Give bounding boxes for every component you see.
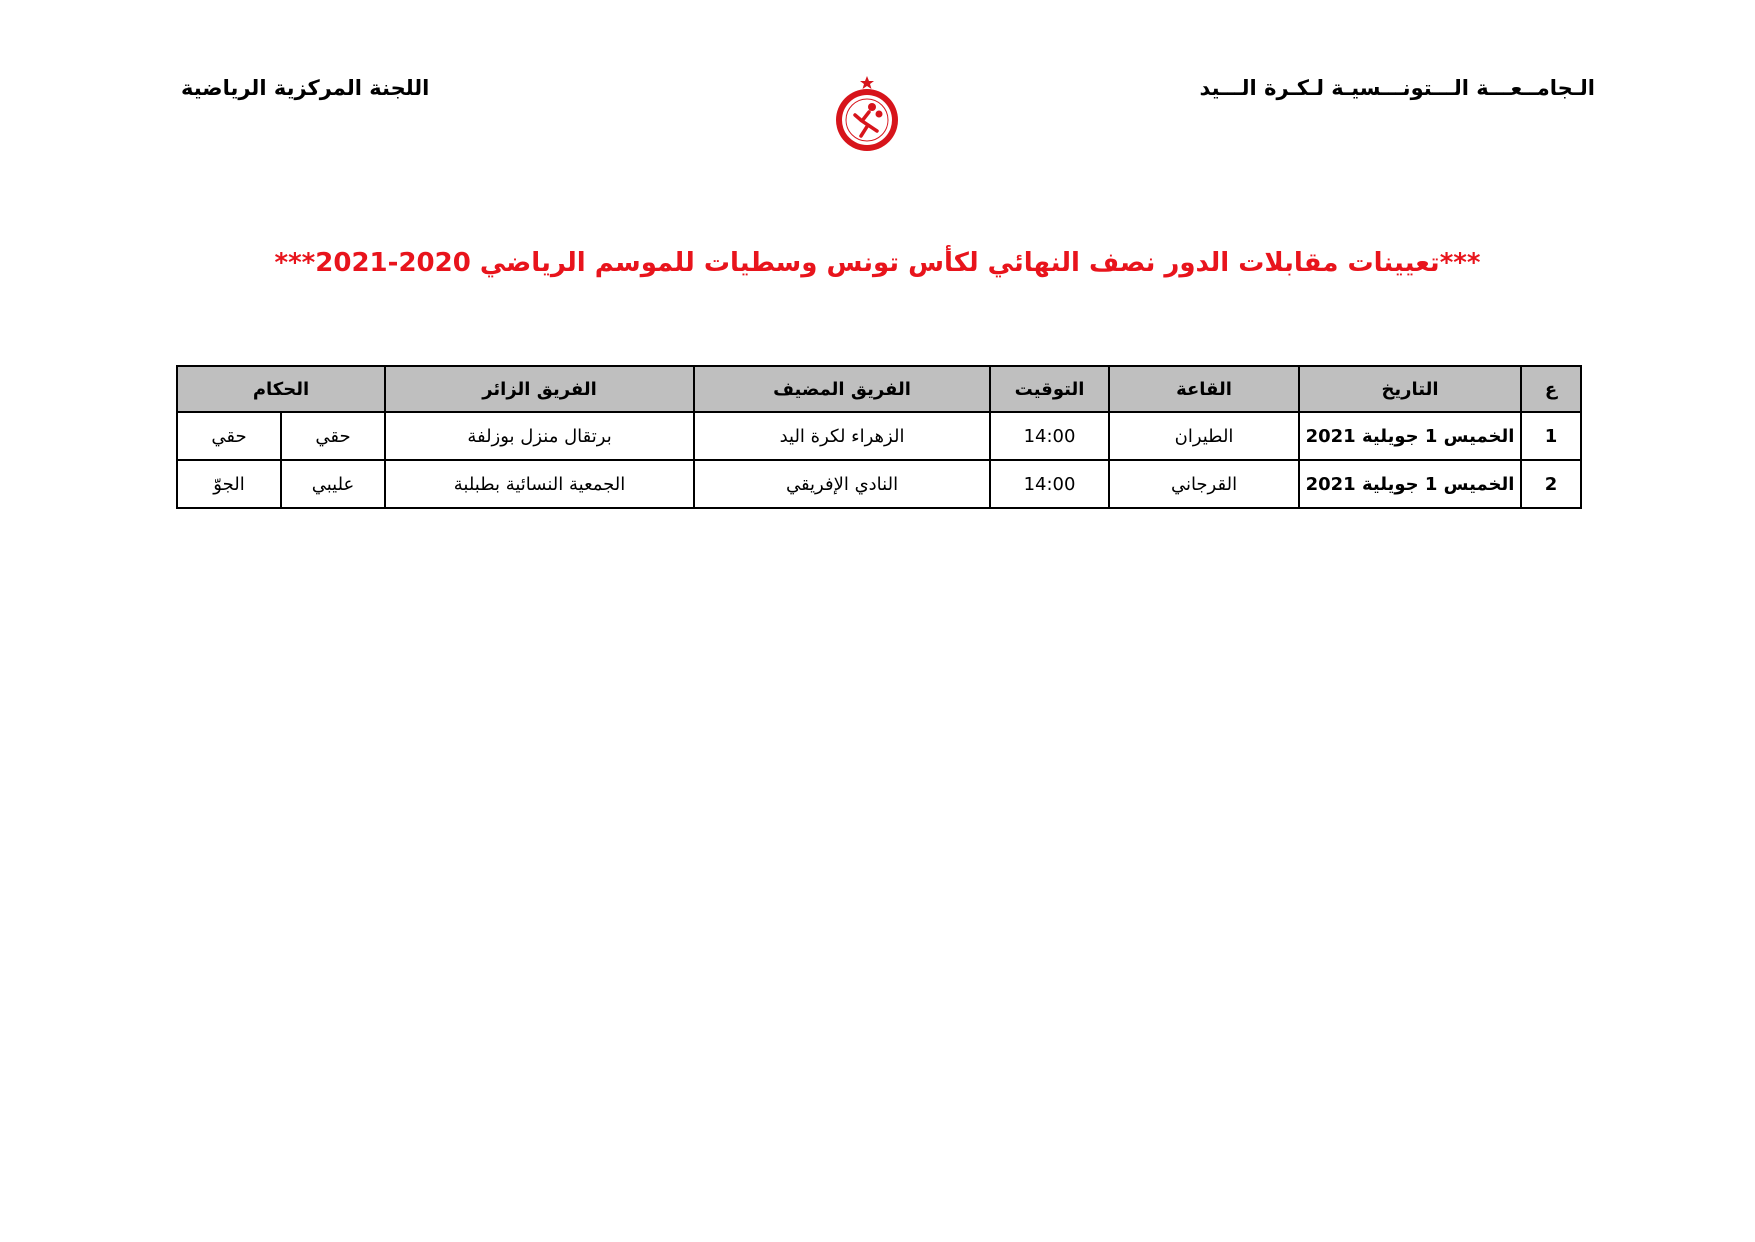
row-hall: القرجاني [1109, 460, 1299, 508]
row-referee-2: الجوّ [177, 460, 281, 508]
row-number: 1 [1521, 412, 1581, 460]
row-home-team: الزهراء لكرة اليد [694, 412, 990, 460]
committee-name: اللجنة المركزية الرياضية [181, 76, 430, 100]
header-home-team: الفريق المضيف [694, 366, 990, 412]
table-header-row [177, 366, 1581, 412]
table-row [177, 460, 1581, 508]
page-title: ***تعيينات مقابلات الدور نصف النهائي لكأس تونس وسطيات للموسم الرياضي 2020-2021*** [274, 248, 1481, 278]
header-number: ع [1521, 366, 1581, 412]
row-referee-1: حقي [281, 412, 385, 460]
row-hall: الطيران [1109, 412, 1299, 460]
row-home-team: النادي الإفريقي [694, 460, 990, 508]
federation-name: الـجامــعـــة الـــتونـــسيـة لـكـرة الـــيد [1199, 76, 1595, 100]
table-row [177, 412, 1581, 460]
row-date: الخميس 1 جويلية 2021 [1299, 412, 1521, 460]
row-away-team: الجمعية النسائية بطبلبة [385, 460, 694, 508]
star-icon [860, 76, 874, 89]
header-time: التوقيت [990, 366, 1109, 412]
assignments-table [176, 365, 1582, 509]
row-number: 2 [1521, 460, 1581, 508]
row-date: الخميس 1 جويلية 2021 [1299, 460, 1521, 508]
header-referees: الحكام [177, 366, 385, 412]
header-hall: القاعة [1109, 366, 1299, 412]
header-away-team: الفريق الزائر [385, 366, 694, 412]
row-away-team: برتقال منزل بوزلفة [385, 412, 694, 460]
row-referee-2: حقي [177, 412, 281, 460]
federation-logo [828, 74, 906, 154]
header-date: التاريخ [1299, 366, 1521, 412]
row-referee-1: عليبي [281, 460, 385, 508]
row-time: 14:00 [990, 460, 1109, 508]
row-time: 14:00 [990, 412, 1109, 460]
